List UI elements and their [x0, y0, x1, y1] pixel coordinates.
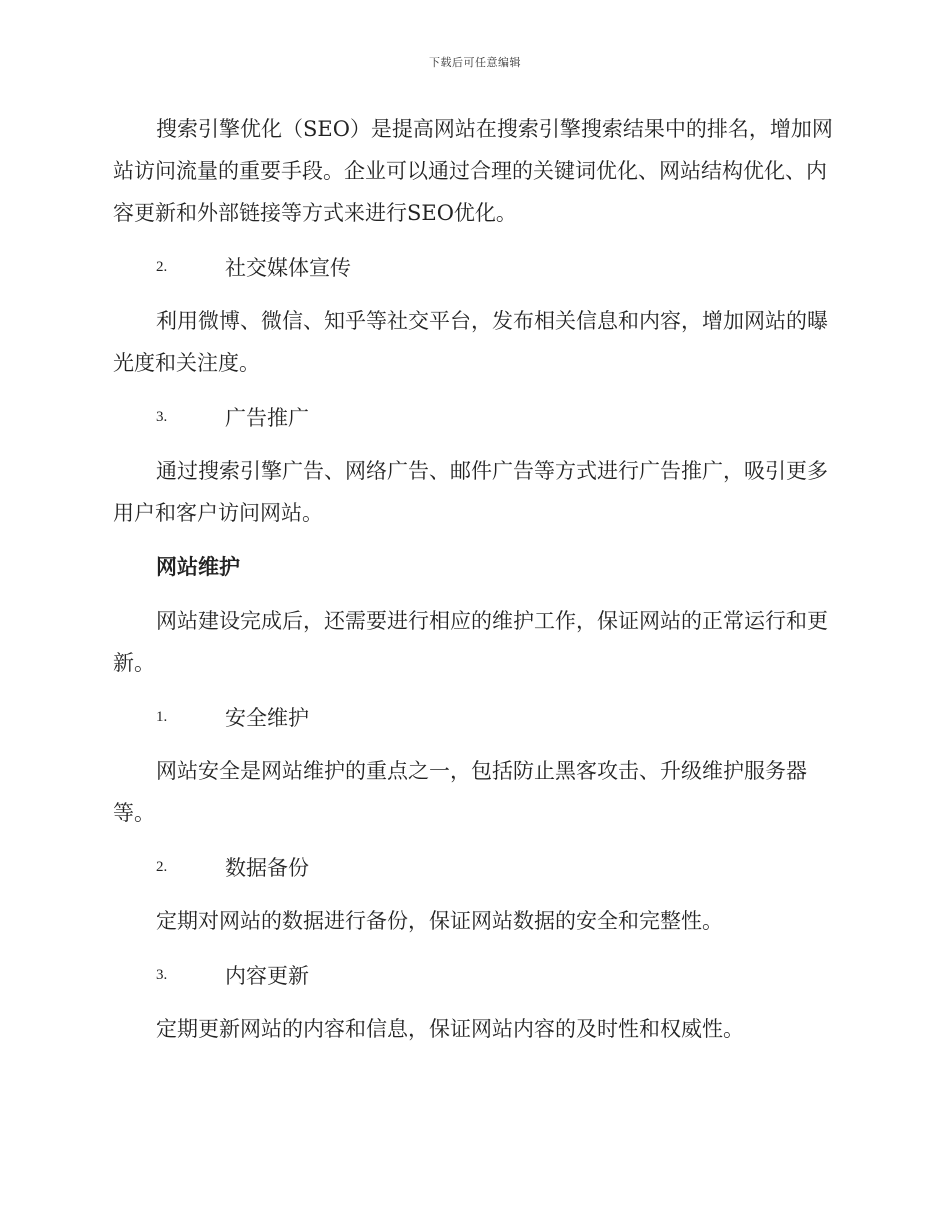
paragraph-security: 网站安全是网站维护的重点之一，包括防止黑客攻击、升级维护服务器等。 [113, 759, 807, 825]
list-number: 2. [156, 258, 168, 275]
list-item-title: 社交媒体宣传 [225, 256, 351, 280]
list-item-title: 数据备份 [225, 856, 309, 880]
list-item-content-update [113, 954, 833, 996]
list-item-security [113, 696, 833, 738]
page-header: 下载后可任意编辑 [429, 56, 521, 69]
paragraph-seo: 搜索引擎优化（SEO）是提高网站在搜索引擎搜索结果中的排名，增加网站访问流量的重要手段。企业可以通过合理的关键词优化、网站结构优化、内容更新和外部链接等方式来进行SEO优化。 [113, 117, 833, 225]
list-item-title: 广告推广 [225, 406, 309, 430]
list-item-advertising [113, 396, 833, 438]
paragraph-advertising: 通过搜索引擎广告、网络广告、邮件广告等方式进行广告推广，吸引更多用户和客户访问网站。 [113, 459, 828, 525]
list-number: 3. [156, 966, 168, 983]
list-item-title: 内容更新 [225, 964, 309, 988]
list-number: 1. [156, 708, 168, 725]
list-number: 2. [156, 858, 168, 875]
paragraph-content-update: 定期更新网站的内容和信息，保证网站内容的及时性和权威性。 [156, 1017, 744, 1041]
list-number: 3. [156, 408, 168, 425]
list-item-social-media [113, 246, 833, 288]
paragraph-backup: 定期对网站的数据进行备份，保证网站数据的安全和完整性。 [156, 909, 723, 933]
list-item-backup [113, 846, 833, 888]
section-heading-maintenance: 网站维护 [156, 555, 240, 579]
list-item-title: 安全维护 [225, 706, 309, 730]
paragraph-maintenance-intro: 网站建设完成后，还需要进行相应的维护工作，保证网站的正常运行和更新。 [113, 609, 828, 675]
paragraph-social-media: 利用微博、微信、知乎等社交平台，发布相关信息和内容，增加网站的曝光度和关注度。 [113, 309, 828, 375]
document-body [113, 108, 833, 1062]
